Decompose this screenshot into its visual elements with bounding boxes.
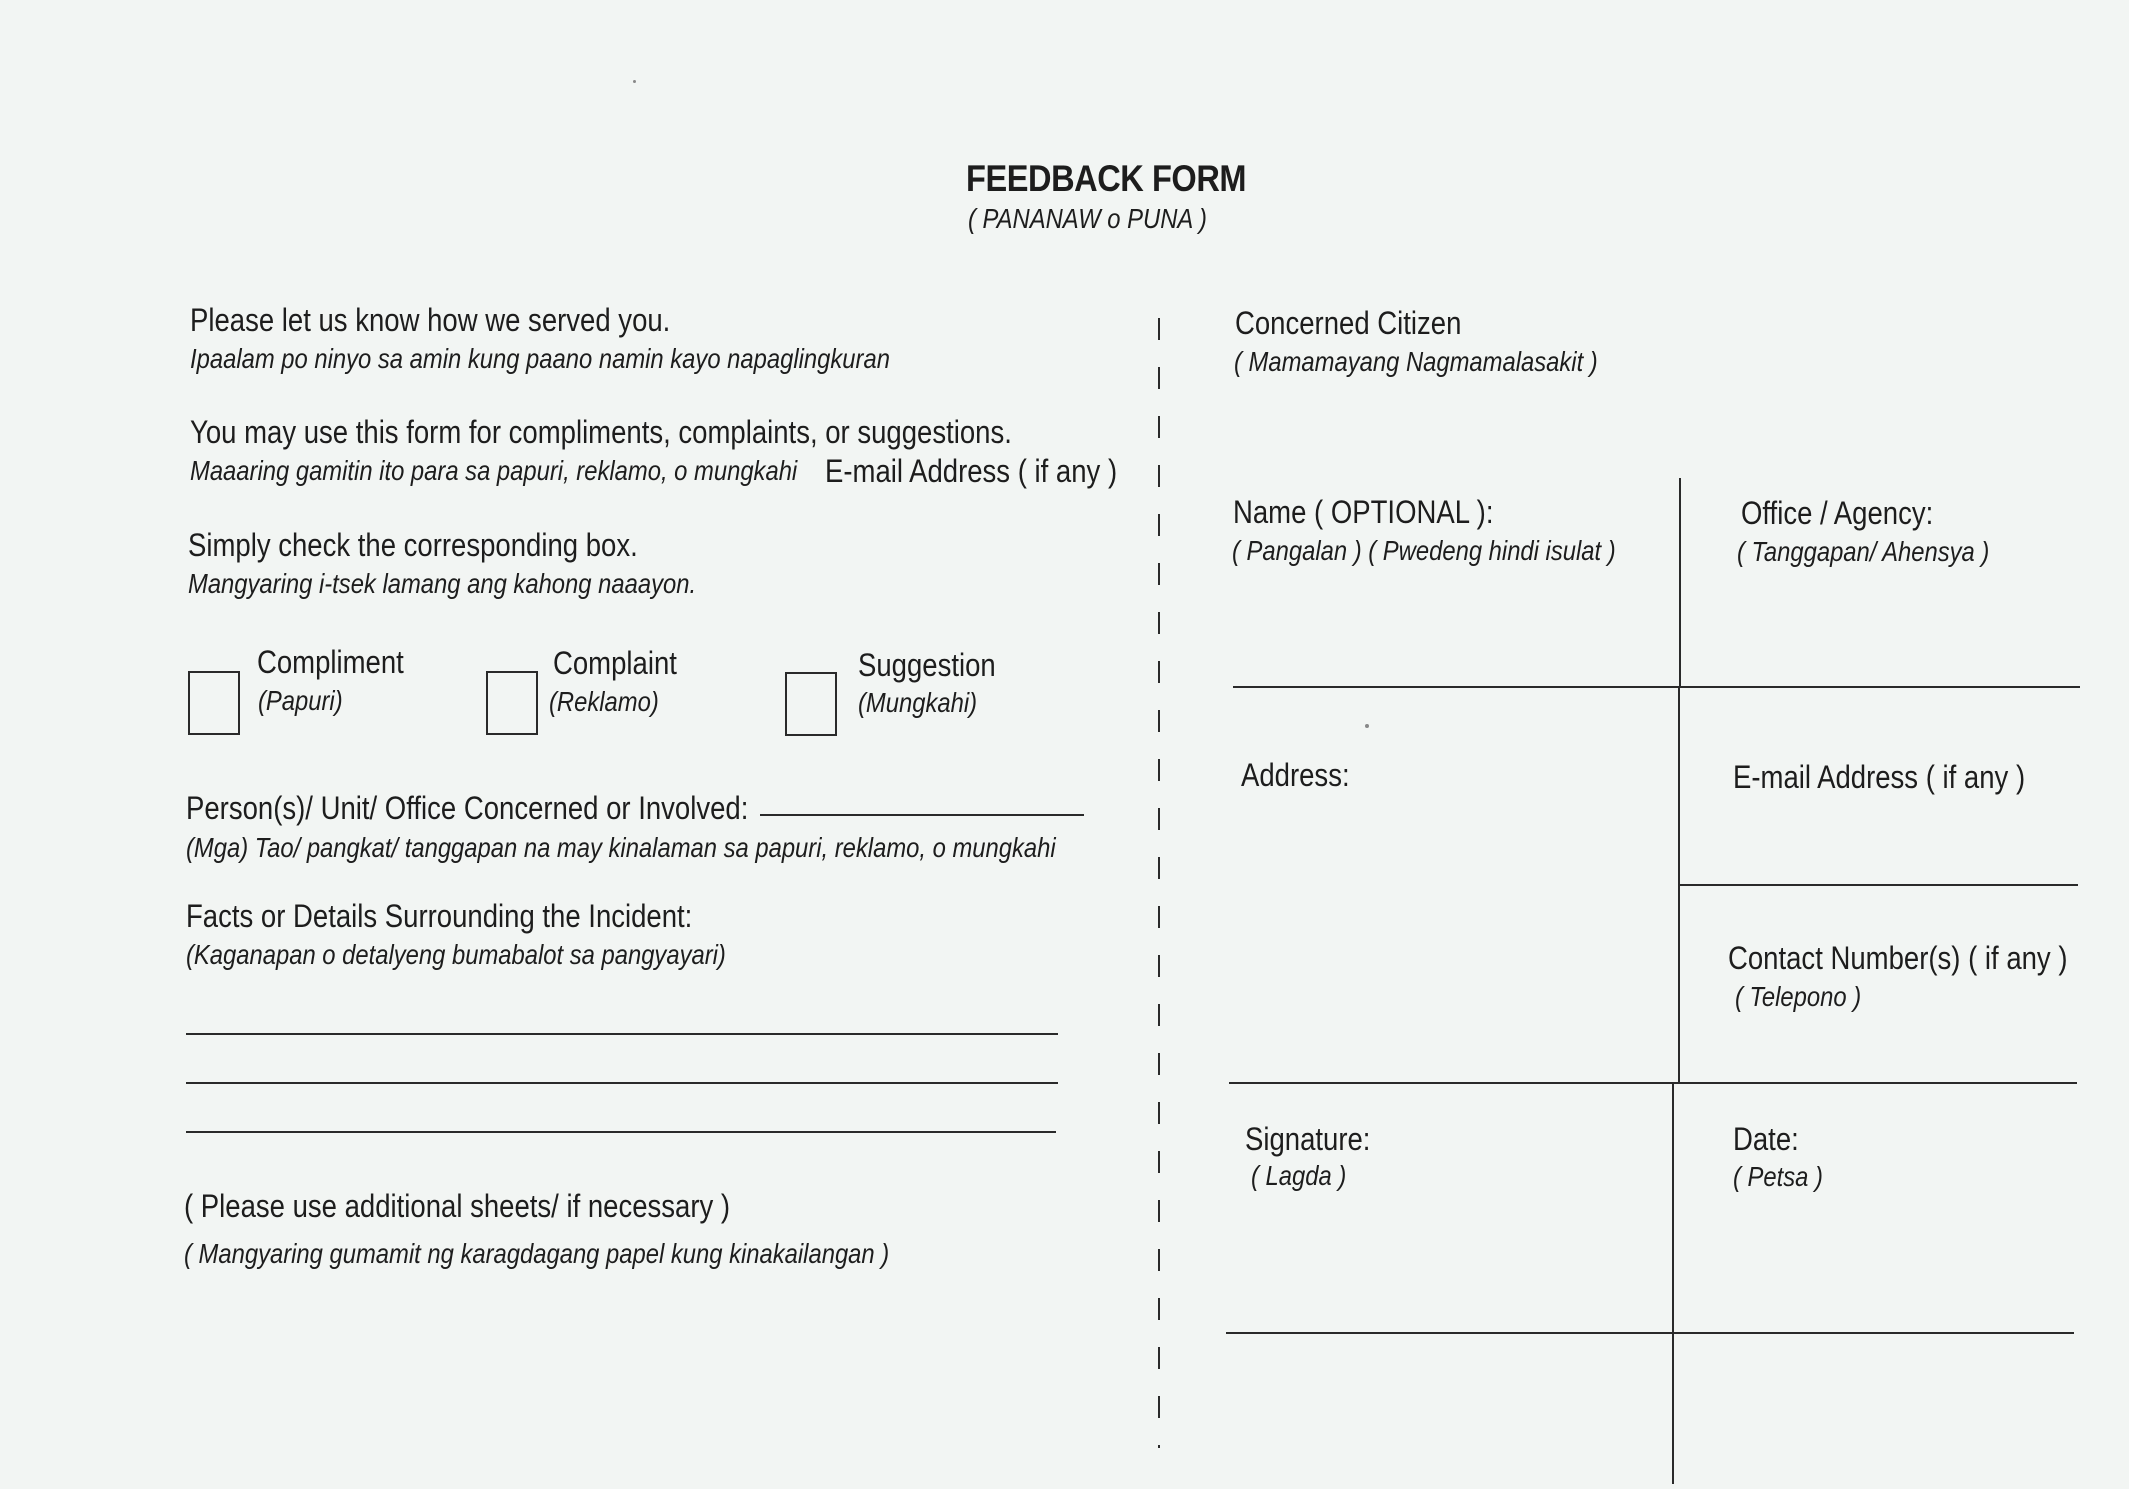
concerned-citizen-heading: Concerned Citizen — [1235, 305, 1462, 341]
intro-line-1: Please let us know how we served you. — [190, 302, 671, 338]
complaint-translation: (Reklamo) — [549, 686, 659, 717]
intro-line-2-overprint: E-mail Address ( if any ) — [825, 453, 1118, 489]
grid-line-email-row — [1679, 884, 2078, 886]
compliment-label: Compliment — [257, 644, 404, 680]
suggestion-checkbox[interactable] — [785, 672, 837, 736]
intro-line-2-translation: Maaaring gamitin ito para sa papuri, reklamo, o mungkahi — [190, 455, 798, 486]
concerned-citizen-translation: ( Mamamayang Nagmamalasakit ) — [1234, 346, 1598, 377]
address-field[interactable] — [1233, 690, 1676, 1080]
facts-input-line-1[interactable] — [186, 1033, 1058, 1035]
form-subtitle: ( PANANAW o PUNA ) — [968, 203, 1207, 234]
address-label: Address: — [1241, 757, 1350, 793]
persons-concerned-label: Person(s)/ Unit/ Office Concerned or Involved: — [186, 790, 749, 826]
name-translation: ( Pangalan ) ( Pwedeng hindi isulat ) — [1232, 535, 1616, 566]
complaint-label: Complaint — [553, 645, 677, 681]
facts-label: Facts or Details Surrounding the Incident: — [186, 898, 693, 934]
suggestion-translation: (Mungkahi) — [858, 687, 978, 718]
compliment-checkbox[interactable] — [188, 671, 240, 735]
cut-line-divider — [1158, 318, 1160, 1448]
form-title: FEEDBACK FORM — [966, 158, 1247, 199]
name-label: Name ( OPTIONAL ): — [1233, 494, 1494, 530]
persons-concerned-translation: (Mga) Tao/ pangkat/ tanggapan na may kinalaman sa papuri, reklamo, o mungkahi — [186, 832, 1056, 863]
grid-line-signature-row — [1226, 1332, 2074, 1334]
scan-speck — [633, 80, 636, 83]
date-translation: ( Petsa ) — [1733, 1161, 1823, 1192]
persons-concerned-input-line[interactable] — [760, 814, 1084, 816]
compliment-translation: (Papuri) — [258, 685, 343, 716]
intro-line-3-translation: Mangyaring i-tsek lamang ang kahong naaayon. — [188, 568, 697, 599]
signature-translation: ( Lagda ) — [1251, 1160, 1347, 1191]
date-label: Date: — [1733, 1121, 1799, 1157]
intro-line-1-translation: Ipaalam po ninyo sa amin kung paano namin kayo napaglingkuran — [190, 343, 890, 374]
office-agency-translation: ( Tanggapan/ Ahensya ) — [1737, 536, 1990, 567]
complaint-checkbox[interactable] — [486, 671, 538, 735]
facts-input-line-2[interactable] — [186, 1082, 1058, 1084]
grid-vertical-bottom — [1672, 1084, 1674, 1484]
intro-line-2: You may use this form for compliments, complaints, or suggestions. — [190, 414, 1012, 450]
facts-translation: (Kaganapan o detalyeng bumabalot sa pangyayari) — [186, 939, 726, 970]
email-label: E-mail Address ( if any ) — [1733, 759, 2026, 795]
grid-vertical-middle — [1678, 688, 1680, 1084]
suggestion-label: Suggestion — [858, 647, 996, 683]
grid-line-address-row — [1229, 1082, 2077, 1084]
office-agency-label: Office / Agency: — [1741, 495, 1934, 531]
contact-number-label: Contact Number(s) ( if any ) — [1728, 940, 2068, 976]
grid-vertical-top — [1679, 478, 1681, 688]
contact-number-translation: ( Telepono ) — [1735, 981, 1862, 1012]
signature-label: Signature: — [1245, 1121, 1371, 1157]
intro-line-3: Simply check the corresponding box. — [188, 527, 638, 563]
scan-speck — [1365, 724, 1369, 728]
facts-input-line-3[interactable] — [186, 1131, 1056, 1133]
additional-sheets-translation: ( Mangyaring gumamit ng karagdagang papel kung kinakailangan ) — [184, 1238, 890, 1269]
additional-sheets-note: ( Please use additional sheets/ if necessary ) — [184, 1188, 731, 1224]
grid-line-name-row — [1233, 686, 2080, 688]
